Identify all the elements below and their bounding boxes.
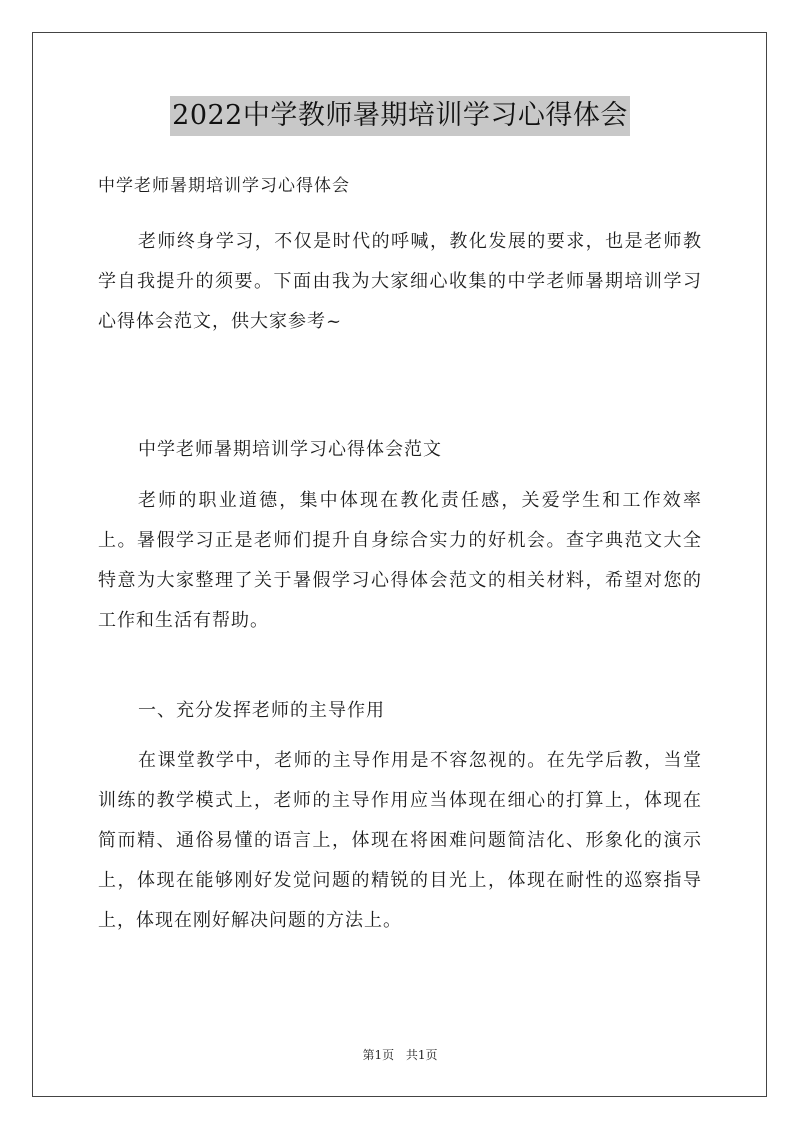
subsection-heading: 一、充分发挥老师的主导作用 [138, 700, 385, 721]
paragraph-body: 在课堂教学中，老师的主导作用是不容忽视的。在先学后教，当堂训练的教学模式上，老师的主导作用应当体现在细心的打算上，体现在简而精、通俗易懂的语言上，体现在将困难问题简洁化、形象化的演示上，体现在能够刚好发觉问题的精锐的目光上，体现在耐性的巡察指导上，体现在刚好解决问题的方法上。 [98, 750, 702, 931]
page-number-total: 共1页 [405, 1048, 438, 1062]
paragraph-body: 老师的职业道德，集中体现在教化责任感，关爱学生和工作效率上。暑假学习正是老师们提升自身综合实力的好机会。查字典范文大全特意为大家整理了关于暑假学习心得体会范文的相关材料，希望对您的工作和生活有帮助。 [98, 490, 702, 631]
paragraph-intro: 老师终身学习，不仅是时代的呼喊，教化发展的要求，也是老师教学自我提升的须要。下面由我为大家细心收集的中学老师暑期培训学习心得体会范文，供大家参考~ [98, 231, 702, 332]
document-subtitle: 中学老师暑期培训学习心得体会 [98, 176, 350, 196]
section-heading: 中学老师暑期培训学习心得体会范文 [138, 439, 442, 460]
page-footer [0, 1046, 800, 1063]
document-title: 2022中学教师暑期培训学习心得体会 [170, 96, 630, 136]
title-container [0, 96, 800, 136]
page-number-current: 第1页 [362, 1048, 395, 1062]
